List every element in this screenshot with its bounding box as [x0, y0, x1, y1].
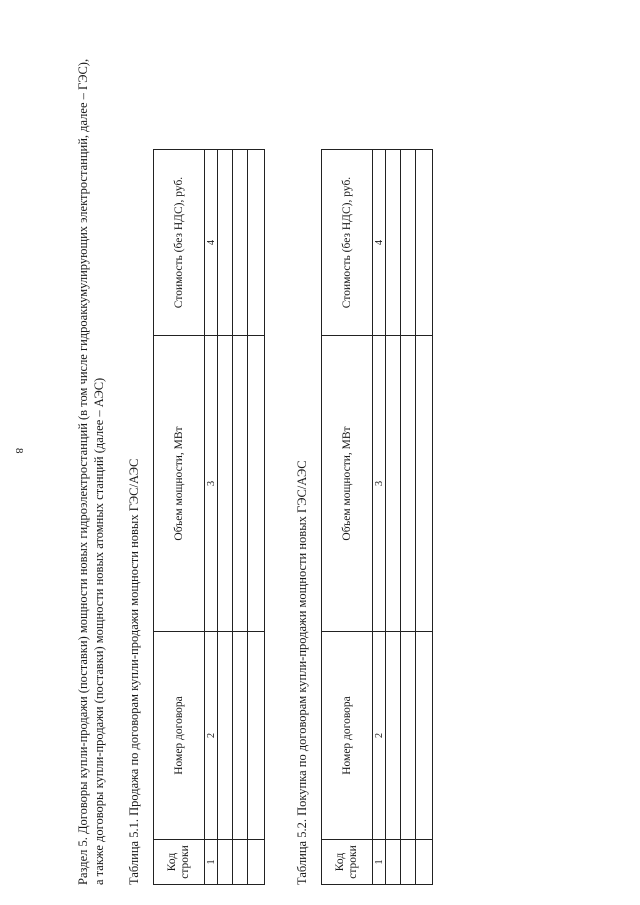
- table1-header-cost: Стоимость (без НДС), руб.: [154, 150, 205, 336]
- table-cell: [248, 336, 265, 632]
- table-cell: [416, 840, 433, 885]
- table-cell: [386, 336, 401, 632]
- table-cell: [233, 150, 248, 336]
- table1-header-contract: Номер договора: [154, 632, 205, 840]
- table-cell: [401, 840, 416, 885]
- table-cell: [233, 336, 248, 632]
- table-cell: [248, 632, 265, 840]
- table-row: [218, 150, 233, 885]
- rotated-page-content: [75, 55, 475, 885]
- table2-header-row: [322, 150, 373, 885]
- table-cell: [248, 150, 265, 336]
- table-cell: [386, 632, 401, 840]
- section-heading: Раздел 5. Договоры купли-продажи (поставки) мощности новых гидроэлектростанций (в том числе гидроаккумулирующих электростанций, далее – ГЭС), а также договоры купли-продажи (поставки) мощности новых атомных станций (далее – АЭС): [76, 58, 106, 885]
- table2-number-row: [373, 150, 386, 885]
- table-cell: [416, 632, 433, 840]
- table-cell: [218, 632, 233, 840]
- table2-num-4: 4: [373, 150, 386, 336]
- table-row: [386, 150, 401, 885]
- table2-caption: Таблица 5.2. Покупка по договорам купли-продажи мощности новых ГЭС/АЭС: [295, 460, 309, 885]
- table-row: [248, 150, 265, 885]
- table2-header-contract: Номер договора: [322, 632, 373, 840]
- table-row: [401, 150, 416, 885]
- table1-num-2: 2: [205, 632, 218, 840]
- table-cell: [401, 336, 416, 632]
- table-cell: [218, 150, 233, 336]
- table-cell: [386, 840, 401, 885]
- page-number: 8: [13, 448, 25, 454]
- table1-num-3: 3: [205, 336, 218, 632]
- table-cell: [233, 840, 248, 885]
- table1-num-1: 1: [205, 840, 218, 885]
- table-cell: [218, 840, 233, 885]
- table-cell: [401, 150, 416, 336]
- table1-header-row: [154, 150, 205, 885]
- table2-num-1: 1: [373, 840, 386, 885]
- table1-caption: Таблица 5.1. Продажа по договорам купли-продажи мощности новых ГЭС/АЭС: [127, 458, 141, 885]
- table-cell: [401, 632, 416, 840]
- table1-sales: [153, 149, 265, 885]
- table-cell: [416, 336, 433, 632]
- table2-header-volume: Объем мощности, МВт: [322, 336, 373, 632]
- table-cell: [386, 150, 401, 336]
- table1-header-volume: Объем мощности, МВт: [154, 336, 205, 632]
- table1-header-code: Код строки: [154, 840, 205, 885]
- table-cell: [416, 150, 433, 336]
- table-cell: [233, 632, 248, 840]
- table2-purchases: [321, 149, 433, 885]
- table2-num-2: 2: [373, 632, 386, 840]
- table-row: [416, 150, 433, 885]
- table-row: [233, 150, 248, 885]
- table2-header-cost: Стоимость (без НДС), руб.: [322, 150, 373, 336]
- table-cell: [248, 840, 265, 885]
- table1-num-4: 4: [205, 150, 218, 336]
- table1-number-row: [205, 150, 218, 885]
- table-cell: [218, 336, 233, 632]
- table2-num-3: 3: [373, 336, 386, 632]
- table2-header-code: Код строки: [322, 840, 373, 885]
